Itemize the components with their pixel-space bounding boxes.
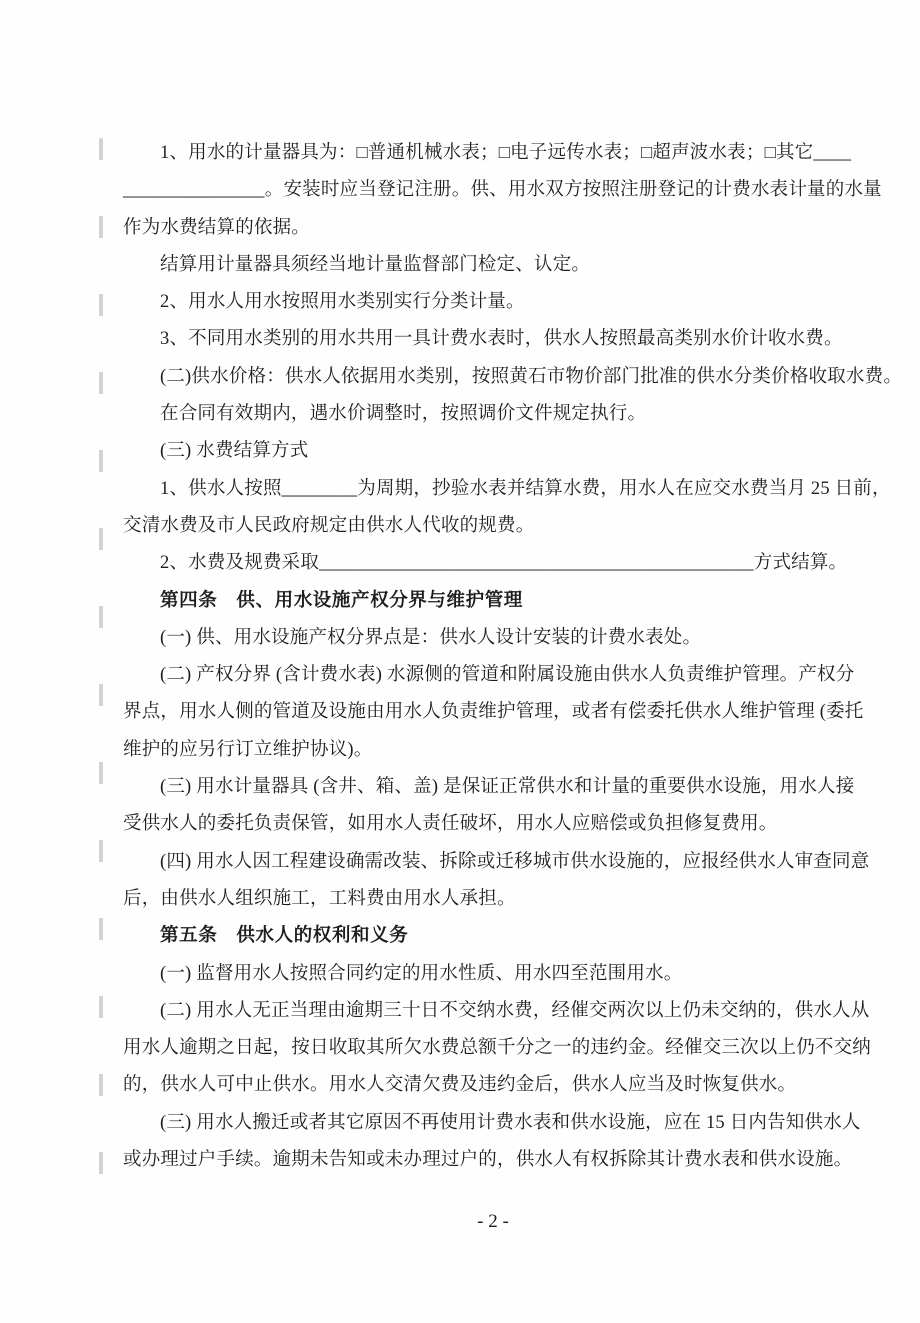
- document-line: 2、水费及规费采取______________________________________________方式结算。: [160, 553, 848, 574]
- document-line: (三) 水费结算方式: [160, 441, 309, 462]
- document-line: 3、不同用水类别的用水共用一具计费水表时，供水人按照最高类别水价计收水费。: [160, 329, 843, 350]
- section-heading-article-4: 第四条 供、用水设施产权分界与维护管理: [160, 590, 523, 611]
- document-line: 后，由供水人组织施工，工料费由用水人承担。: [123, 888, 516, 909]
- document-line: 用水人逾期之日起，按日收取其所欠水费总额千分之一的违约金。经催交三次以上仍不交纳: [123, 1038, 872, 1059]
- document-line: (三) 用水计量器具 (含井、箱、盖) 是保证正常供水和计量的重要供水设施，用水人接: [160, 777, 855, 798]
- document-line: 作为水费结算的依据。: [123, 217, 311, 238]
- document-line: 界点，用水人侧的管道及设施由用水人负责维护管理，或者有偿委托供水人维护管理 (委托: [123, 702, 864, 723]
- document-line: (一) 监督用水人按照合同约定的用水性质、用水四至范围用水。: [160, 963, 683, 984]
- document-line: 交清水费及市人民政府规定由供水人代收的规费。: [123, 515, 535, 536]
- page-number: - 2 -: [477, 1211, 509, 1232]
- document-line: 2、用水人用水按照用水类别实行分类计量。: [160, 292, 525, 313]
- document-line: (一) 供、用水设施产权分界点是：供水人设计安装的计费水表处。: [160, 627, 702, 648]
- document-line: (三) 用水人搬迁或者其它原因不再使用计费水表和供水设施，应在 15 日内告知供水人: [160, 1112, 861, 1133]
- document-line: 1、供水人按照________为周期，抄验水表并结算水费，用水人在应交水费当月 25 日前，: [160, 478, 891, 499]
- document-line: (二)供水价格：供水人依据用水类别，按照黄石市物价部门批准的供水分类价格收取水费。: [160, 366, 903, 387]
- document-line: (二) 产权分界 (含计费水表) 水源侧的管道和附属设施由供水人负责维护管理。产权分: [160, 665, 855, 686]
- document-line: 结算用计量器具须经当地计量监督部门检定、认定。: [160, 254, 591, 275]
- document-line: (四) 用水人因工程建设确需改装、拆除或迁移城市供水设施的，应报经供水人审查同意: [160, 851, 870, 872]
- document-line: _______________。安装时应当登记注册。供、用水双方按照注册登记的计费水表计量的水量: [123, 180, 882, 201]
- document-line: (二) 用水人无正当理由逾期三十日不交纳水费，经催交两次以上仍未交纳的，供水人从: [160, 1000, 870, 1021]
- document-line: 1、用水的计量器具为：□普通机械水表；□电子远传水表；□超声波水表；□其它____: [160, 143, 852, 163]
- contract-body-text: [123, 135, 903, 1179]
- document-line: 维护的应另行订立维护协议)。: [123, 739, 373, 760]
- scan-artifact-strip: [99, 138, 103, 1188]
- document-line: 或办理过户手续。逾期未告知或未办理过户的，供水人有权拆除其计费水表和供水设施。: [123, 1150, 853, 1171]
- document-line: 的，供水人可中止供水。用水人交清欠费及违约金后，供水人应当及时恢复供水。: [123, 1075, 797, 1096]
- document-line: 在合同有效期内，遇水价调整时，按照调价文件规定执行。: [160, 404, 647, 425]
- section-heading-article-5: 第五条 供水人的权利和义务: [160, 926, 409, 947]
- document-line: 受供水人的委托负责保管，如用水人责任破坏，用水人应赔偿或负担修复费用。: [123, 814, 778, 835]
